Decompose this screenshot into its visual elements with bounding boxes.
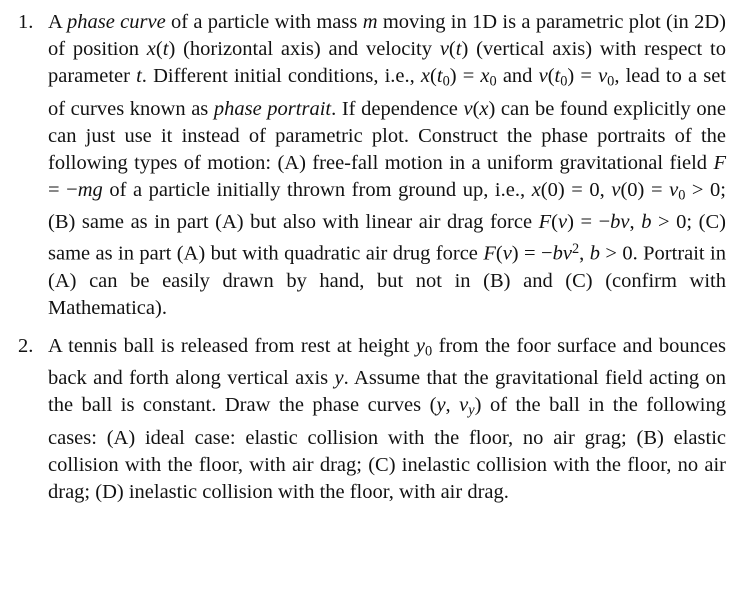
problem-list (0, 9, 743, 506)
problem-item-1 (0, 9, 743, 322)
problem-text: A phase curve of a particle with mass m moving in 1D is a parametric plot (in 2D) of position x(t) (horizontal axis) and velocity v(t) (vertical axis) with respect to parameter t. Different initial conditions, i.e., x(t0) = x0 and v(t0) = v0, lead to a set of curves known as phase portrait. If dependence v(x) can be found explicitly one can just use it instead of parametric plot. Construct the phase portraits of the following types of motion: (A) free-fall motion in a uniform gravitational field F = −mg of a particle initially thrown from ground up, i.e., x(0) = 0, v(0) = v0 > 0; (B) same as in part (A) but also with linear air drag force F(v) = −bv, b > 0; (C) same as in part (A) but with quadratic air drug force $F(v) = -bv^2$, b > 0. Portrait in (A) can be easily drawn by hand, but not in (B) and (C) (confirm with Mathematica). (48, 11, 727, 319)
problem-number: 2. (18, 334, 34, 357)
problem-item-2 (0, 333, 743, 506)
problem-number: 1. (18, 11, 34, 33)
problem-text: A tennis ball is released from rest at height y0 from the foor surface and bounces back and forth along vertical axis y. Assume that the gravitational field acting on the ball is constant. Draw the phase curves (y, vy) of the ball in the following cases: (A) ideal case: elastic collision with the floor, no air grag; (B) elastic collision with the floor, with air drag; (C) inelastic collision with the floor, no air drag; (D) inelastic collision with the floor, with air drag. (48, 334, 727, 503)
